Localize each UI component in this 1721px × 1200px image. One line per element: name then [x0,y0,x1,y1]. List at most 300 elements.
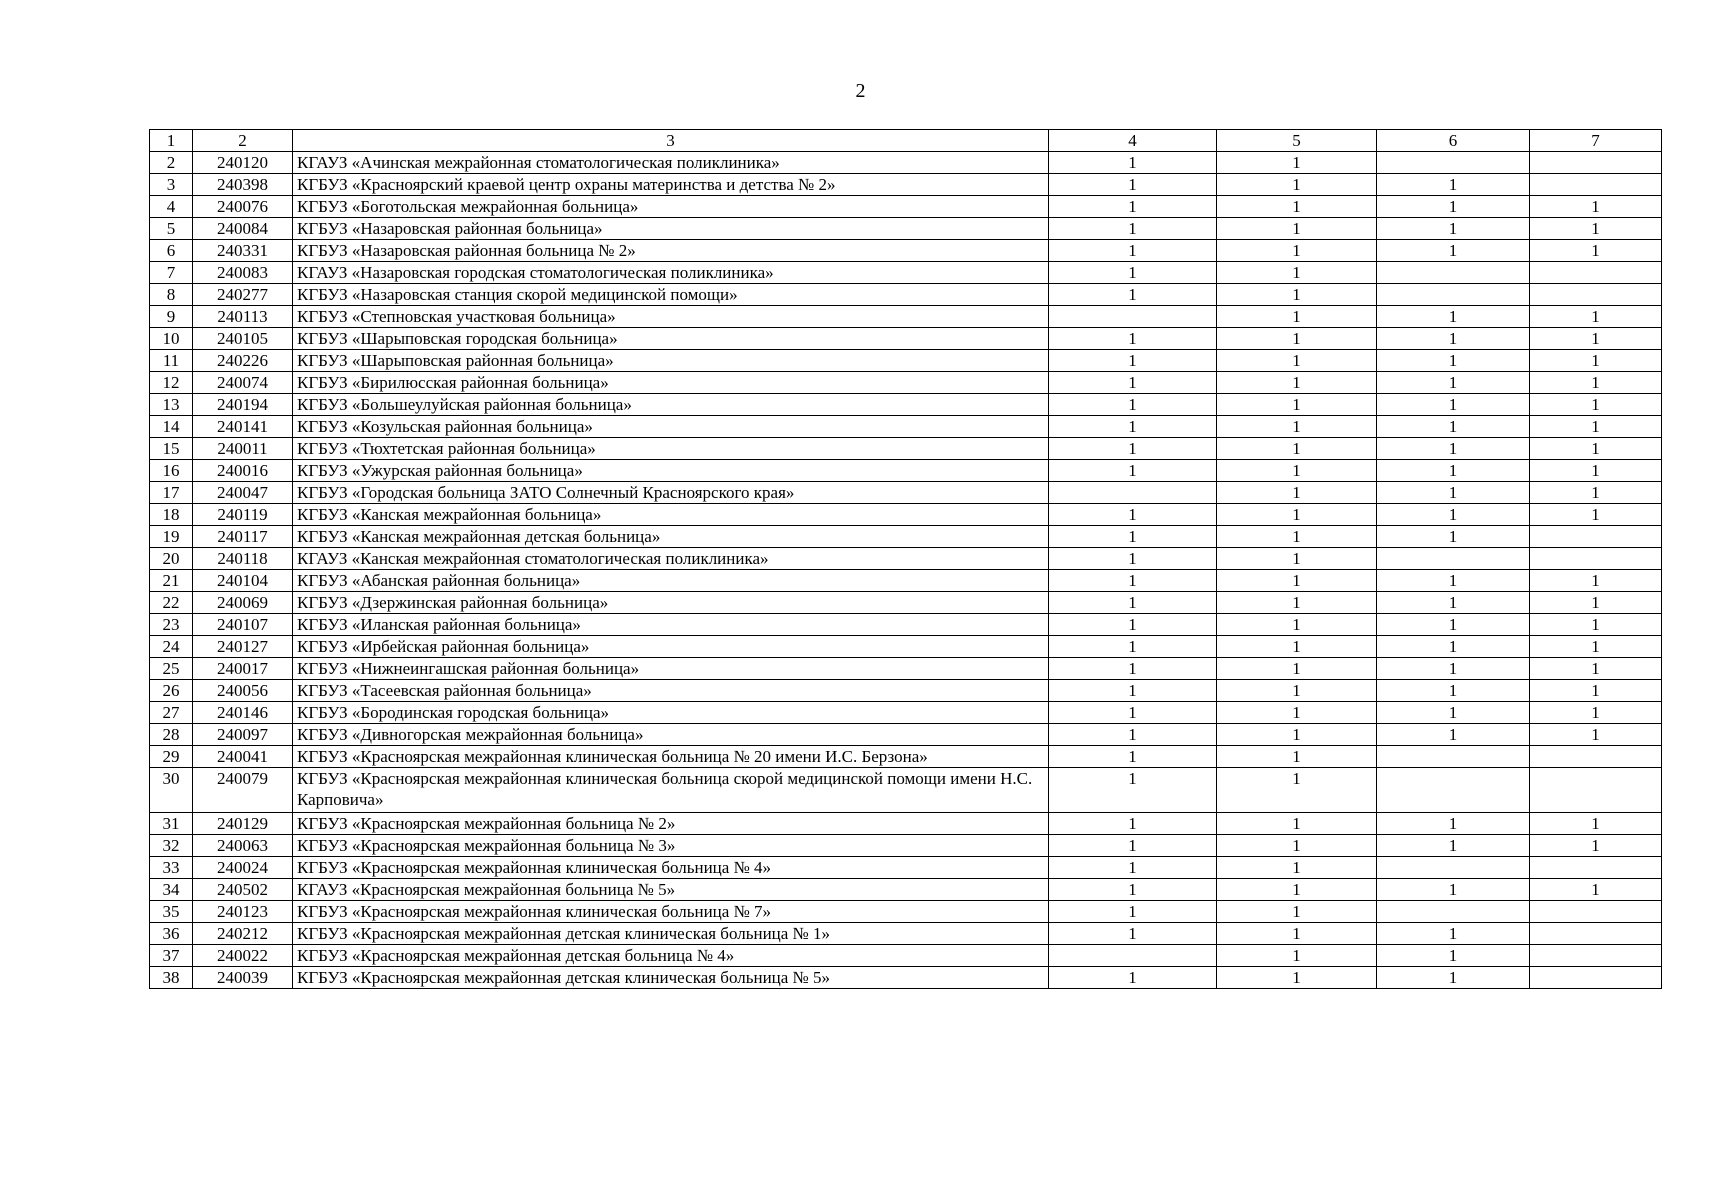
col4-cell: 1 [1049,636,1217,658]
org-name-cell: КГБУЗ «Ужурская районная больница» [293,460,1049,482]
table-row [150,548,1662,570]
header-cell-1: 1 [150,130,193,152]
col6-cell: 1 [1377,945,1530,967]
org-code-cell: 240056 [193,680,293,702]
col5-cell: 1 [1217,526,1377,548]
row-number-cell: 8 [150,284,193,306]
col5-cell: 1 [1217,901,1377,923]
col4-cell: 1 [1049,350,1217,372]
col5-cell: 1 [1217,416,1377,438]
table-row [150,152,1662,174]
org-name-cell: КГБУЗ «Красноярская межрайонная клиническая больница скорой медицинской помощи имени Н.С. Карповича» [293,768,1049,813]
table-row [150,658,1662,680]
col7-cell [1530,152,1662,174]
col6-cell: 1 [1377,570,1530,592]
col6-cell: 1 [1377,350,1530,372]
col6-cell: 1 [1377,372,1530,394]
col7-cell [1530,967,1662,989]
col6-cell: 1 [1377,174,1530,196]
org-name-cell: КГБУЗ «Назаровская районная больница № 2» [293,240,1049,262]
col7-cell [1530,284,1662,306]
org-name-cell: КГАУЗ «Красноярская межрайонная больница № 5» [293,879,1049,901]
org-code-cell: 240083 [193,262,293,284]
table-row [150,504,1662,526]
col5-cell: 1 [1217,284,1377,306]
col6-cell [1377,284,1530,306]
col4-cell: 1 [1049,879,1217,901]
col4-cell: 1 [1049,284,1217,306]
col7-cell: 1 [1530,460,1662,482]
org-code-cell: 240107 [193,614,293,636]
col6-cell [1377,152,1530,174]
org-name-cell: КГБУЗ «Канская межрайонная больница» [293,504,1049,526]
col7-cell: 1 [1530,218,1662,240]
col5-cell: 1 [1217,350,1377,372]
col6-cell: 1 [1377,438,1530,460]
col5-cell: 1 [1217,394,1377,416]
col5-cell: 1 [1217,857,1377,879]
col4-cell: 1 [1049,460,1217,482]
col4-cell: 1 [1049,746,1217,768]
org-code-cell: 240069 [193,592,293,614]
col6-cell: 1 [1377,394,1530,416]
col4-cell: 1 [1049,174,1217,196]
page-number: 2 [855,80,866,102]
col4-cell: 1 [1049,702,1217,724]
row-number-cell: 17 [150,482,193,504]
col6-cell [1377,746,1530,768]
org-name-cell: КГБУЗ «Красноярская межрайонная детская клиническая больница № 5» [293,967,1049,989]
col4-cell: 1 [1049,680,1217,702]
org-code-cell: 240016 [193,460,293,482]
col5-cell: 1 [1217,196,1377,218]
col5-cell: 1 [1217,152,1377,174]
table-row [150,394,1662,416]
org-name-cell: КГБУЗ «Городская больница ЗАТО Солнечный Красноярского края» [293,482,1049,504]
table-row [150,879,1662,901]
col6-cell: 1 [1377,196,1530,218]
table-body [150,152,1662,989]
col5-cell: 1 [1217,460,1377,482]
col6-cell [1377,768,1530,813]
col6-cell: 1 [1377,923,1530,945]
row-number-cell: 32 [150,835,193,857]
col7-cell: 1 [1530,658,1662,680]
row-number-cell: 6 [150,240,193,262]
org-code-cell: 240129 [193,813,293,835]
col6-cell [1377,548,1530,570]
col4-cell: 1 [1049,658,1217,680]
org-name-cell: КГБУЗ «Ирбейская районная больница» [293,636,1049,658]
col6-cell: 1 [1377,835,1530,857]
col7-cell: 1 [1530,196,1662,218]
col5-cell: 1 [1217,702,1377,724]
row-number-cell: 22 [150,592,193,614]
table-row [150,636,1662,658]
table-row [150,857,1662,879]
col5-cell: 1 [1217,504,1377,526]
table-row [150,614,1662,636]
org-name-cell: КГБУЗ «Шарыповская районная больница» [293,350,1049,372]
col5-cell: 1 [1217,680,1377,702]
col6-cell: 1 [1377,328,1530,350]
row-number-cell: 31 [150,813,193,835]
col5-cell: 1 [1217,724,1377,746]
row-number-cell: 15 [150,438,193,460]
col4-cell: 1 [1049,835,1217,857]
org-code-cell: 240076 [193,196,293,218]
table-row [150,328,1662,350]
col6-cell: 1 [1377,240,1530,262]
org-code-cell: 240024 [193,857,293,879]
header-cell-4: 4 [1049,130,1217,152]
col4-cell: 1 [1049,548,1217,570]
col6-cell [1377,857,1530,879]
org-name-cell: КГБУЗ «Иланская районная больница» [293,614,1049,636]
org-code-cell: 240212 [193,923,293,945]
org-code-cell: 240104 [193,570,293,592]
col7-cell [1530,174,1662,196]
table-row [150,350,1662,372]
table-row [150,570,1662,592]
col4-cell: 1 [1049,328,1217,350]
row-number-cell: 7 [150,262,193,284]
table-row [150,196,1662,218]
col4-cell: 1 [1049,967,1217,989]
org-name-cell: КГБУЗ «Красноярская межрайонная детская клиническая больница № 1» [293,923,1049,945]
col6-cell [1377,262,1530,284]
col5-cell: 1 [1217,262,1377,284]
org-name-cell: КГБУЗ «Красноярская межрайонная клиническая больница № 20 имени И.С. Берзона» [293,746,1049,768]
org-name-cell: КГАУЗ «Канская межрайонная стоматологическая поликлиника» [293,548,1049,570]
col4-cell [1049,482,1217,504]
row-number-cell: 33 [150,857,193,879]
col4-cell: 1 [1049,504,1217,526]
org-name-cell: КГБУЗ «Нижнеингашская районная больница» [293,658,1049,680]
row-number-cell: 18 [150,504,193,526]
col6-cell: 1 [1377,967,1530,989]
table-row [150,901,1662,923]
col7-cell: 1 [1530,328,1662,350]
col6-cell: 1 [1377,658,1530,680]
col6-cell: 1 [1377,482,1530,504]
org-name-cell: КГБУЗ «Красноярская межрайонная клиническая больница № 4» [293,857,1049,879]
row-number-cell: 3 [150,174,193,196]
table-row [150,680,1662,702]
org-name-cell: КГБУЗ «Козульская районная больница» [293,416,1049,438]
col6-cell: 1 [1377,614,1530,636]
col4-cell: 1 [1049,438,1217,460]
col4-cell: 1 [1049,416,1217,438]
table-row [150,174,1662,196]
col7-cell: 1 [1530,306,1662,328]
col7-cell: 1 [1530,724,1662,746]
col7-cell [1530,901,1662,923]
table-row [150,967,1662,989]
org-code-cell: 240118 [193,548,293,570]
org-name-cell: КГБУЗ «Красноярская межрайонная клиническая больница № 7» [293,901,1049,923]
org-code-cell: 240120 [193,152,293,174]
header-cell-2: 2 [193,130,293,152]
row-number-cell: 2 [150,152,193,174]
col7-cell: 1 [1530,680,1662,702]
col6-cell [1377,901,1530,923]
org-name-cell: КГБУЗ «Канская межрайонная детская больница» [293,526,1049,548]
col6-cell: 1 [1377,724,1530,746]
col5-cell: 1 [1217,570,1377,592]
col6-cell: 1 [1377,504,1530,526]
col7-cell: 1 [1530,350,1662,372]
org-code-cell: 240074 [193,372,293,394]
col5-cell: 1 [1217,746,1377,768]
org-code-cell: 240105 [193,328,293,350]
org-code-cell: 240047 [193,482,293,504]
header-cell-6: 6 [1377,130,1530,152]
col5-cell: 1 [1217,945,1377,967]
table-row [150,813,1662,835]
org-name-cell: КГБУЗ «Бородинская городская больница» [293,702,1049,724]
org-code-cell: 240127 [193,636,293,658]
col4-cell: 1 [1049,196,1217,218]
row-number-cell: 30 [150,768,193,813]
row-number-cell: 36 [150,923,193,945]
org-name-cell: КГБУЗ «Большеулуйская районная больница» [293,394,1049,416]
col7-cell [1530,923,1662,945]
org-code-cell: 240063 [193,835,293,857]
header-cell-7: 7 [1530,130,1662,152]
col5-cell: 1 [1217,636,1377,658]
org-name-cell: КГАУЗ «Назаровская городская стоматологическая поликлиника» [293,262,1049,284]
org-name-cell: КГБУЗ «Абанская районная больница» [293,570,1049,592]
table-row [150,835,1662,857]
col4-cell: 1 [1049,240,1217,262]
col5-cell: 1 [1217,240,1377,262]
org-name-cell: КГБУЗ «Тасеевская районная больница» [293,680,1049,702]
col7-cell: 1 [1530,482,1662,504]
col7-cell [1530,945,1662,967]
row-number-cell: 37 [150,945,193,967]
col7-cell [1530,526,1662,548]
org-name-cell: КГБУЗ «Красноярский краевой центр охраны материнства и детства № 2» [293,174,1049,196]
table-row [150,262,1662,284]
col5-cell: 1 [1217,482,1377,504]
row-number-cell: 26 [150,680,193,702]
col6-cell: 1 [1377,702,1530,724]
org-name-cell: КГБУЗ «Назаровская станция скорой медицинской помощи» [293,284,1049,306]
col7-cell: 1 [1530,813,1662,835]
col4-cell [1049,945,1217,967]
row-number-cell: 25 [150,658,193,680]
table-row [150,923,1662,945]
org-name-cell: КГБУЗ «Назаровская районная больница» [293,218,1049,240]
row-number-cell: 27 [150,702,193,724]
col4-cell: 1 [1049,768,1217,813]
row-number-cell: 16 [150,460,193,482]
row-number-cell: 28 [150,724,193,746]
col4-cell: 1 [1049,218,1217,240]
org-code-cell: 240146 [193,702,293,724]
col5-cell: 1 [1217,879,1377,901]
table-row [150,482,1662,504]
org-code-cell: 240226 [193,350,293,372]
org-code-cell: 240041 [193,746,293,768]
table-row [150,240,1662,262]
org-code-cell: 240097 [193,724,293,746]
col7-cell: 1 [1530,592,1662,614]
col7-cell: 1 [1530,240,1662,262]
col5-cell: 1 [1217,218,1377,240]
table-header-row [150,130,1662,152]
col4-cell: 1 [1049,152,1217,174]
col4-cell: 1 [1049,372,1217,394]
table-row [150,945,1662,967]
org-code-cell: 240113 [193,306,293,328]
col5-cell: 1 [1217,328,1377,350]
org-code-cell: 240117 [193,526,293,548]
col6-cell: 1 [1377,636,1530,658]
table-row [150,284,1662,306]
col7-cell [1530,746,1662,768]
col7-cell: 1 [1530,570,1662,592]
col4-cell: 1 [1049,262,1217,284]
col4-cell: 1 [1049,813,1217,835]
col4-cell [1049,306,1217,328]
col4-cell: 1 [1049,724,1217,746]
row-number-cell: 14 [150,416,193,438]
row-number-cell: 9 [150,306,193,328]
col5-cell: 1 [1217,813,1377,835]
col4-cell: 1 [1049,592,1217,614]
col5-cell: 1 [1217,592,1377,614]
col7-cell [1530,768,1662,813]
col5-cell: 1 [1217,306,1377,328]
col5-cell: 1 [1217,658,1377,680]
col6-cell: 1 [1377,526,1530,548]
org-name-cell: КГБУЗ «Боготольская межрайонная больница» [293,196,1049,218]
col6-cell: 1 [1377,218,1530,240]
col4-cell: 1 [1049,857,1217,879]
header-cell-5: 5 [1217,130,1377,152]
col5-cell: 1 [1217,174,1377,196]
col4-cell: 1 [1049,526,1217,548]
col7-cell: 1 [1530,394,1662,416]
col7-cell: 1 [1530,835,1662,857]
table-row [150,218,1662,240]
row-number-cell: 38 [150,967,193,989]
col4-cell: 1 [1049,614,1217,636]
col5-cell: 1 [1217,614,1377,636]
col5-cell: 1 [1217,372,1377,394]
col6-cell: 1 [1377,306,1530,328]
row-number-cell: 19 [150,526,193,548]
row-number-cell: 20 [150,548,193,570]
col5-cell: 1 [1217,923,1377,945]
col7-cell [1530,548,1662,570]
org-name-cell: КГБУЗ «Бирилюсская районная больница» [293,372,1049,394]
org-name-cell: КГБУЗ «Красноярская межрайонная больница № 2» [293,813,1049,835]
row-number-cell: 23 [150,614,193,636]
row-number-cell: 13 [150,394,193,416]
table-row [150,438,1662,460]
col6-cell: 1 [1377,416,1530,438]
org-name-cell: КГБУЗ «Тюхтетская районная больница» [293,438,1049,460]
org-name-cell: КГБУЗ «Дзержинская районная больница» [293,592,1049,614]
col7-cell: 1 [1530,702,1662,724]
row-number-cell: 24 [150,636,193,658]
col7-cell [1530,262,1662,284]
col4-cell: 1 [1049,394,1217,416]
org-code-cell: 240398 [193,174,293,196]
col7-cell: 1 [1530,372,1662,394]
org-name-cell: КГБУЗ «Красноярская межрайонная детская больница № 4» [293,945,1049,967]
col6-cell: 1 [1377,813,1530,835]
col4-cell: 1 [1049,570,1217,592]
col6-cell: 1 [1377,879,1530,901]
org-code-cell: 240277 [193,284,293,306]
col4-cell: 1 [1049,901,1217,923]
table-row [150,592,1662,614]
org-name-cell: КГБУЗ «Шарыповская городская больница» [293,328,1049,350]
table-row [150,768,1662,813]
table-row [150,746,1662,768]
org-code-cell: 240141 [193,416,293,438]
col7-cell [1530,857,1662,879]
org-code-cell: 240123 [193,901,293,923]
row-number-cell: 4 [150,196,193,218]
table-row [150,306,1662,328]
row-number-cell: 5 [150,218,193,240]
org-code-cell: 240331 [193,240,293,262]
col5-cell: 1 [1217,835,1377,857]
org-name-cell: КГБУЗ «Степновская участковая больница» [293,306,1049,328]
row-number-cell: 12 [150,372,193,394]
table-row [150,460,1662,482]
col5-cell: 1 [1217,768,1377,813]
org-code-cell: 240017 [193,658,293,680]
org-code-cell: 240022 [193,945,293,967]
table-row [150,702,1662,724]
col7-cell: 1 [1530,614,1662,636]
org-code-cell: 240194 [193,394,293,416]
table-row [150,724,1662,746]
row-number-cell: 21 [150,570,193,592]
org-code-cell: 240011 [193,438,293,460]
row-number-cell: 10 [150,328,193,350]
table-row [150,416,1662,438]
org-name-cell: КГАУЗ «Ачинская межрайонная стоматологическая поликлиника» [293,152,1049,174]
organizations-table [149,129,1662,989]
col5-cell: 1 [1217,967,1377,989]
col7-cell: 1 [1530,438,1662,460]
col7-cell: 1 [1530,636,1662,658]
col5-cell: 1 [1217,548,1377,570]
org-code-cell: 240039 [193,967,293,989]
col7-cell: 1 [1530,504,1662,526]
table-row [150,372,1662,394]
org-name-cell: КГБУЗ «Дивногорская межрайонная больница» [293,724,1049,746]
row-number-cell: 11 [150,350,193,372]
row-number-cell: 35 [150,901,193,923]
org-code-cell: 240079 [193,768,293,813]
col7-cell: 1 [1530,416,1662,438]
col7-cell: 1 [1530,879,1662,901]
col6-cell: 1 [1377,680,1530,702]
col5-cell: 1 [1217,438,1377,460]
col6-cell: 1 [1377,460,1530,482]
header-cell-3: 3 [293,130,1049,152]
org-code-cell: 240084 [193,218,293,240]
row-number-cell: 34 [150,879,193,901]
